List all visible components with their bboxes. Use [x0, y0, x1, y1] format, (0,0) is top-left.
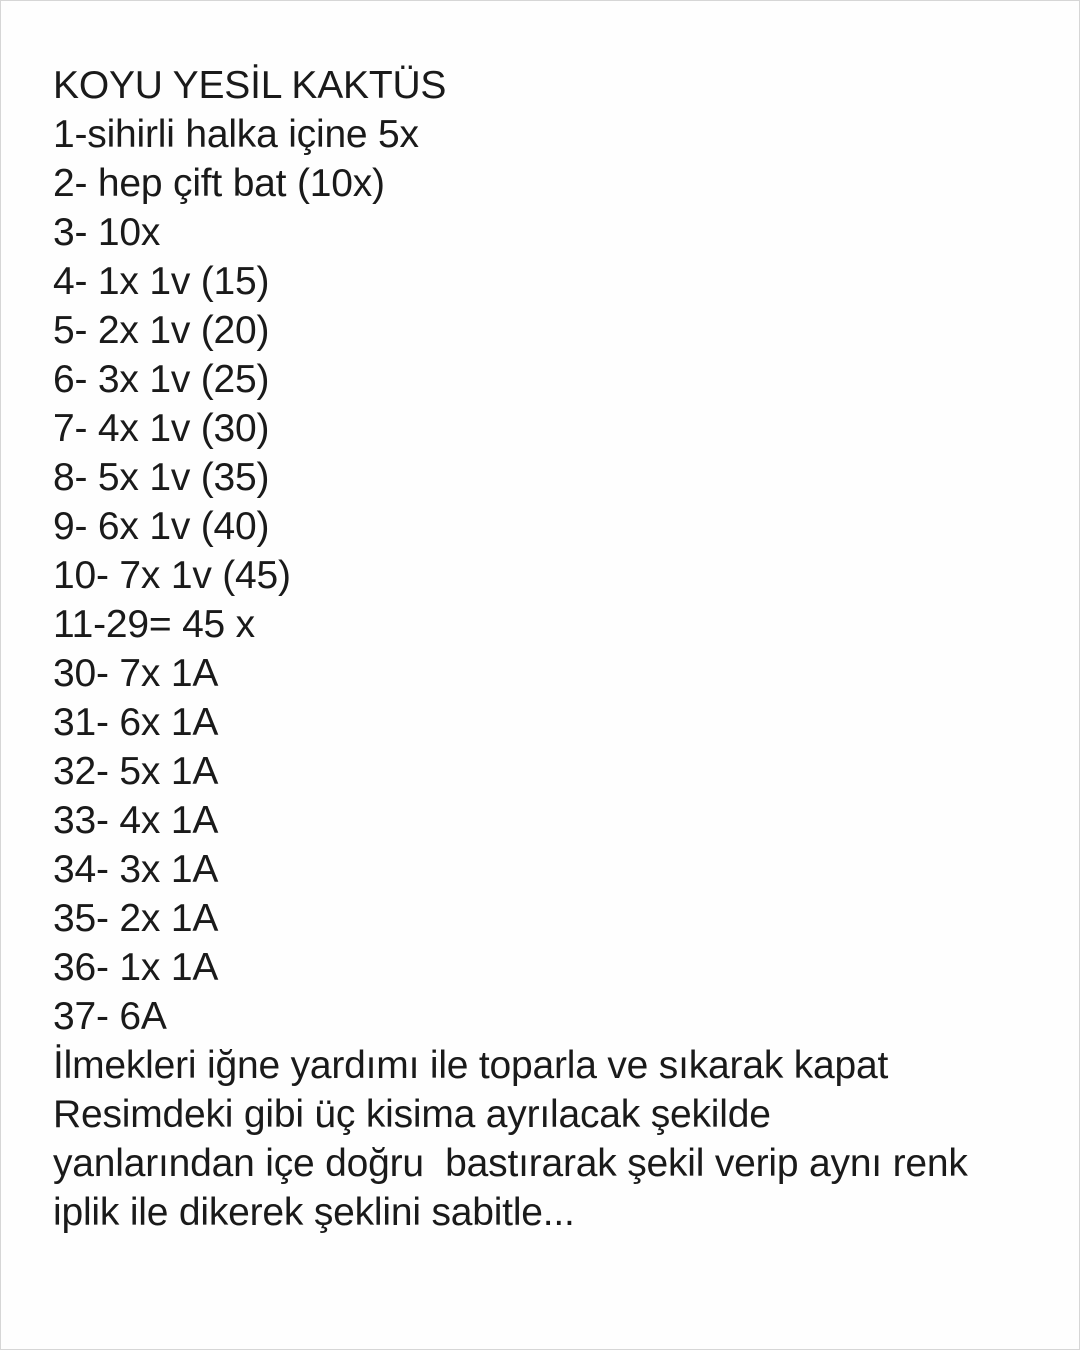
- pattern-row: 9- 6x 1v (40): [53, 505, 270, 548]
- pattern-row: 8- 5x 1v (35): [53, 456, 270, 499]
- pattern-row: 10- 7x 1v (45): [53, 554, 291, 597]
- pattern-row: 4- 1x 1v (15): [53, 260, 270, 303]
- instruction-line: İlmekleri iğne yardımı ile toparla ve sıkarak kapat: [53, 1044, 889, 1087]
- pattern-row: 33- 4x 1A: [53, 799, 219, 842]
- pattern-row: 3- 10x: [53, 211, 161, 254]
- pattern-title: KOYU YESİL KAKTÜS: [53, 64, 447, 107]
- pattern-row: 11-29= 45 x: [53, 603, 255, 646]
- pattern-row: 37- 6A: [53, 995, 167, 1038]
- pattern-row: 2- hep çift bat (10x): [53, 162, 385, 205]
- pattern-row: 36- 1x 1A: [53, 946, 219, 989]
- pattern-row: 7- 4x 1v (30): [53, 407, 270, 450]
- pattern-row: 1-sihirli halka içine 5x: [53, 113, 419, 156]
- instruction-line: Resimdeki gibi üç kisima ayrılacak şekilde: [53, 1093, 771, 1136]
- pattern-row: 32- 5x 1A: [53, 750, 219, 793]
- pattern-row: 35- 2x 1A: [53, 897, 219, 940]
- pattern-row: 31- 6x 1A: [53, 701, 219, 744]
- pattern-note: [53, 61, 1053, 1237]
- instruction-line: yanlarından içe doğru bastırarak şekil verip aynı renk: [53, 1142, 968, 1185]
- instruction-line: iplik ile dikerek şeklini sabitle...: [53, 1191, 575, 1234]
- pattern-row: 34- 3x 1A: [53, 848, 219, 891]
- pattern-row: 6- 3x 1v (25): [53, 358, 270, 401]
- pattern-row: 30- 7x 1A: [53, 652, 219, 695]
- pattern-row: 5- 2x 1v (20): [53, 309, 270, 352]
